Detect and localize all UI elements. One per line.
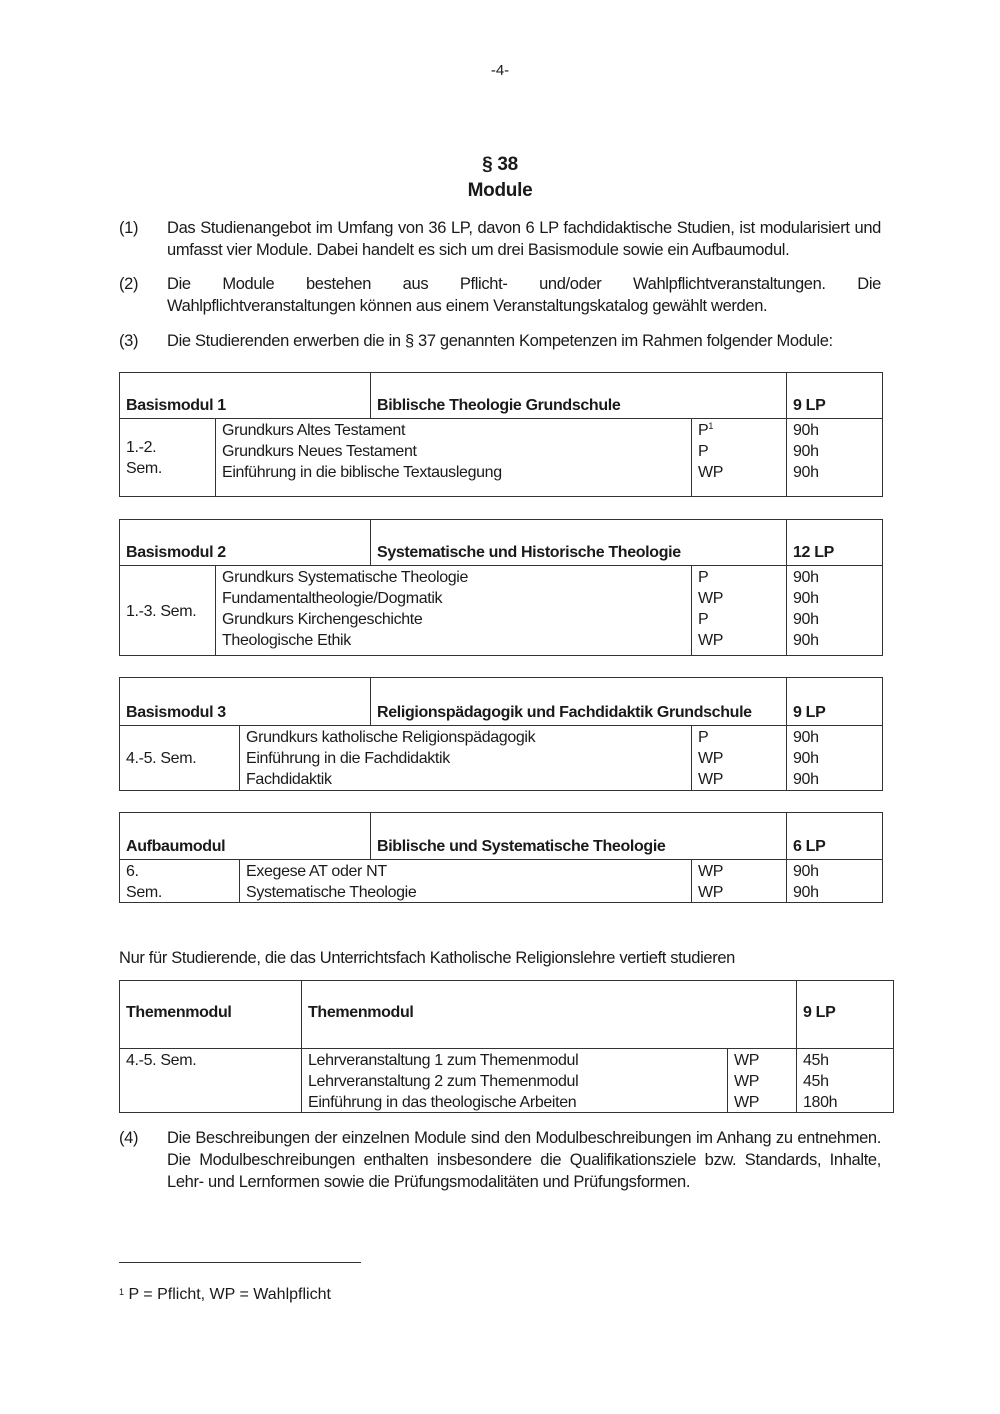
- course-type-text: WP: [734, 1094, 760, 1111]
- course-type-text: P: [698, 443, 709, 460]
- module-header-row: [119, 812, 883, 860]
- course-hours: [793, 588, 876, 609]
- course-hours-text: 90h: [793, 884, 819, 901]
- module-title: Themenmodul: [301, 981, 796, 1048]
- paragraph-number: (2): [119, 275, 139, 293]
- module-table: [119, 812, 883, 903]
- semester: 1.-2. Sem.: [126, 439, 162, 477]
- module-body-row: [119, 566, 883, 656]
- course-courses-column: [301, 1049, 727, 1112]
- course-name-text: Grundkurs Kirchengeschichte: [222, 611, 423, 628]
- module-credits: 12 LP: [786, 520, 882, 565]
- module-header-row: [119, 677, 883, 726]
- course-types-column: [691, 419, 786, 496]
- course-type-text: WP: [698, 464, 724, 481]
- section-title: Module: [467, 180, 533, 201]
- course-name-text: Fachdidaktik: [246, 771, 332, 788]
- module-credits: 9 LP: [786, 373, 882, 418]
- course-hours-text: 45h: [803, 1073, 829, 1090]
- section-number: § 38: [482, 154, 518, 175]
- course-type: [698, 748, 780, 769]
- course-hours-text: 90h: [793, 443, 819, 460]
- paragraph-1: [119, 217, 881, 261]
- course-type: [698, 609, 780, 630]
- module-title: Biblische Theologie Grundschule: [370, 373, 786, 418]
- paragraph-text: Die Studierenden erwerben die in § 37 genannten Kompetenzen im Rahmen folgender Module:: [167, 332, 833, 350]
- course-name-text: Fundamentaltheologie/Dogmatik: [222, 590, 443, 607]
- course-hours: [793, 609, 876, 630]
- course-hours: [803, 1092, 887, 1113]
- module-body-row: [119, 419, 883, 497]
- course-hours-text: 90h: [793, 771, 819, 788]
- course-hours-column: [786, 860, 882, 902]
- course-name: [222, 588, 685, 609]
- course-hours: [793, 861, 876, 882]
- course-type-text: WP: [734, 1052, 760, 1069]
- course-type-text: WP: [698, 771, 724, 788]
- footnote-divider: [119, 1262, 361, 1263]
- course-types-column: [691, 726, 786, 790]
- course-name: [222, 567, 685, 588]
- course-type-text: P: [698, 729, 709, 746]
- course-name-text: Grundkurs Neues Testament: [222, 443, 417, 460]
- paragraph-2: [119, 273, 881, 317]
- course-hours-column: [786, 419, 882, 496]
- footnote-mark: 1: [708, 421, 713, 431]
- paragraph-text: Die Beschreibungen der einzelnen Module sind den Modulbeschreibungen im Anhang zu entnehmen. Die Modulbeschreibungen enthalten insbesondere die Qualifikationsziele bzw. Standards, Inhalte, Lehr- und Lernformen sowie die Prüfungsmodalitäten und Prüfungsformen.: [167, 1129, 881, 1191]
- footnote: [119, 1286, 331, 1304]
- module-table: [119, 519, 883, 656]
- course-name: [222, 630, 685, 651]
- course-hours-text: 90h: [793, 590, 819, 607]
- themen-intro: Nur für Studierende, die das Unterrichtsfach Katholische Religionslehre vertieft studieren: [119, 949, 736, 967]
- course-name: [222, 609, 685, 630]
- course-type: [734, 1050, 790, 1071]
- course-hours-text: 90h: [793, 632, 819, 649]
- course-courses-column: [239, 726, 691, 790]
- module-credits: 6 LP: [786, 813, 882, 859]
- course-name-text: Einführung in das theologische Arbeiten: [308, 1094, 577, 1111]
- module-header-row: [119, 980, 894, 1049]
- course-type: [698, 882, 780, 903]
- course-hours-text: 90h: [793, 422, 819, 439]
- course-courses-column: [215, 566, 691, 655]
- course-hours-text: 90h: [793, 863, 819, 880]
- course-hours: [793, 748, 876, 769]
- course-hours: [793, 769, 876, 790]
- module-title: Religionspädagogik und Fachdidaktik Grundschule: [370, 678, 786, 725]
- course-name: [308, 1050, 721, 1071]
- course-hours-text: 180h: [803, 1094, 838, 1111]
- course-hours: [793, 727, 876, 748]
- paragraph-text: Das Studienangebot im Umfang von 36 LP, davon 6 LP fachdidaktische Studien, ist modularisiert und umfasst vier Module. Dabei handelt es sich um drei Basismodule sowie ein Aufbaumodul.: [167, 219, 881, 259]
- module-name: Aufbaumodul: [126, 838, 226, 855]
- course-name-text: Theologische Ethik: [222, 632, 351, 649]
- course-types-column: [727, 1049, 796, 1112]
- course-hours-column: [786, 566, 882, 655]
- paragraph-text: Die Module bestehen aus Pflicht- und/oder Wahlpflichtveranstaltungen. Die Wahlpflichtveranstaltungen können aus einem Veranstaltungskatalog gewählt werden.: [167, 275, 881, 315]
- module-body-row: [119, 726, 883, 791]
- course-type: [698, 462, 780, 483]
- course-type: [734, 1092, 790, 1113]
- course-hours: [803, 1071, 887, 1092]
- course-hours: [793, 882, 876, 903]
- module-body-row: [119, 860, 883, 903]
- course-name: [246, 748, 685, 769]
- course-name: [308, 1092, 721, 1113]
- course-courses-column: [239, 860, 691, 902]
- course-hours-text: 45h: [803, 1052, 829, 1069]
- semester: 1.-3. Sem.: [126, 602, 197, 620]
- course-hours: [793, 420, 876, 441]
- course-type: [698, 630, 780, 651]
- module-name: Themenmodul: [126, 1004, 232, 1021]
- semester: 4.-5. Sem.: [126, 1052, 197, 1069]
- module-name: Basismodul 2: [126, 544, 226, 561]
- course-type-text: WP: [734, 1073, 760, 1090]
- paragraph-number: (4): [119, 1129, 139, 1147]
- course-name: [246, 769, 685, 790]
- course-name-text: Grundkurs Systematische Theologie: [222, 569, 469, 586]
- course-types-column: [691, 566, 786, 655]
- course-name: [246, 882, 685, 903]
- module-name: Basismodul 1: [126, 397, 226, 414]
- course-name: [222, 420, 685, 441]
- course-type-text: WP: [698, 884, 724, 901]
- module-credits: 9 LP: [796, 981, 893, 1048]
- course-type-text: WP: [698, 590, 724, 607]
- course-courses-column: [215, 419, 691, 496]
- course-type: [698, 727, 780, 748]
- course-hours: [793, 630, 876, 651]
- module-header-row: [119, 519, 883, 566]
- course-hours-column: [786, 726, 882, 790]
- course-name-text: Exegese AT oder NT: [246, 863, 387, 880]
- course-name-text: Systematische Theologie: [246, 884, 417, 901]
- module-header-row: [119, 372, 883, 419]
- course-type: [698, 588, 780, 609]
- course-type-text: P: [698, 422, 709, 439]
- footnote-mark: 1: [119, 1287, 125, 1297]
- course-hours-text: 90h: [793, 569, 819, 586]
- course-name-text: Einführung in die biblische Textauslegung: [222, 464, 502, 481]
- course-name-text: Grundkurs Altes Testament: [222, 422, 406, 439]
- module-credits: 9 LP: [786, 678, 882, 725]
- course-hours: [803, 1050, 887, 1071]
- course-type-text: WP: [698, 863, 724, 880]
- paragraph-number: (3): [119, 332, 139, 350]
- course-type: [698, 420, 780, 441]
- course-type-text: WP: [698, 632, 724, 649]
- semester: 4.-5. Sem.: [126, 750, 197, 767]
- course-type-text: WP: [698, 750, 724, 767]
- paragraph-3: [119, 330, 881, 352]
- course-hours-text: 90h: [793, 750, 819, 767]
- module-name: Basismodul 3: [126, 704, 226, 721]
- module-title: Systematische und Historische Theologie: [370, 520, 786, 565]
- module-table: [119, 980, 894, 1113]
- module-table: [119, 372, 883, 497]
- course-type: [698, 441, 780, 462]
- course-name: [222, 462, 685, 483]
- course-hours-column: [796, 1049, 893, 1112]
- course-type: [734, 1071, 790, 1092]
- course-type: [698, 769, 780, 790]
- course-hours-text: 90h: [793, 611, 819, 628]
- footnote-text: P = Pflicht, WP = Wahlpflicht: [128, 1286, 331, 1303]
- course-name: [246, 861, 685, 882]
- course-name: [308, 1071, 721, 1092]
- course-types-column: [691, 860, 786, 902]
- course-name: [222, 441, 685, 462]
- course-type-text: P: [698, 569, 709, 586]
- course-name-text: Lehrveranstaltung 1 zum Themenmodul: [308, 1052, 579, 1069]
- course-hours: [793, 462, 876, 483]
- paragraph-4: [119, 1127, 881, 1193]
- course-type-text: P: [698, 611, 709, 628]
- course-hours-text: 90h: [793, 464, 819, 481]
- course-type: [698, 861, 780, 882]
- paragraph-number: (1): [119, 219, 139, 237]
- module-body-row: [119, 1049, 894, 1113]
- course-hours: [793, 567, 876, 588]
- course-hours: [793, 441, 876, 462]
- course-hours-text: 90h: [793, 729, 819, 746]
- page-number: -4-: [490, 62, 510, 79]
- course-name-text: Grundkurs katholische Religionspädagogik: [246, 729, 536, 746]
- module-title: Biblische und Systematische Theologie: [370, 813, 786, 859]
- course-name-text: Lehrveranstaltung 2 zum Themenmodul: [308, 1073, 579, 1090]
- semester: 6. Sem.: [126, 863, 162, 901]
- module-table: [119, 677, 883, 791]
- course-name: [246, 727, 685, 748]
- course-type: [698, 567, 780, 588]
- course-name-text: Einführung in die Fachdidaktik: [246, 750, 450, 767]
